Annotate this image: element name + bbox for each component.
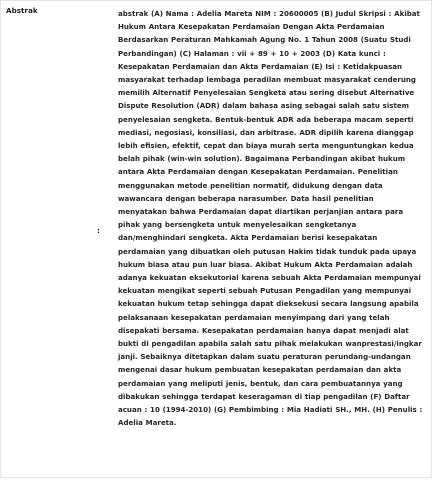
field-separator: : — [97, 226, 100, 235]
field-label-abstrak: Abstrak — [6, 6, 38, 15]
abstract-text — [118, 7, 425, 430]
abstract-paragraph: abstrak (A) Nama : Adelia Mareta NIM : 20600005 (B) Judul Skripsi : Akibat Hukum Antara Kesepakatan Perdamaian Dengan Akta Perdamaian Berdasarkan Peraturan Mahkamah Agung No. 1 Tahun 2008 (Suatu Studi Perbandingan) (C) Halaman : vii + 89 + 10 + 2003 (D) Kata kunci : Kesepakatan Perdamaian dan Akta Perdamaian (E) Isi : Ketidakpuasan masyarakat terhadap lembaga peradilan membuat masyarakat cenderung memilih Alternatif Penyelesaian Sengketa atau sering disebut Alternative Dispute Resolution (ADR) dalam bahasa asing sebagai salah satu sistem penyelesaian sengketa. Bentuk-bentuk ADR ada beberapa macam seperti mediasi, negosiasi, konsiliasi, dan arbitrase. ADR dipilih karena dianggap lebih efisien, efektif, cepat dan biaya murah serta menguntungkan kedua belah pihak (win-win solution). Bagaimana Perbandingan akibat hukum antara Akta Perdamaian dengan Kesepakatan Perdamaian. Penelitian menggunakan metode penelitian normatif, didukung dengan data wawancara dengan beberapa narasumber. Data hasil penelitian menyatakan bahwa Perdamaian dapat diartikan perjanjian antara para pihak yang bersengketa untuk menyelesaikan sengketanya dan/menghindari sengketa. Akta Perdamaian berisi kesepakatan perdamaian yang dibuatkan oleh putusan Hakim tidak tunduk pada upaya hukum biasa atau pun luar biasa. Akibat Hukum Akta Perdamaian adalah adanya kekuatan eksekutorial karena sebuah Akta Perdamaian mempunyai kekuatan mengikat seperti sebuah Putusan Pengadilan yang mempunyai kekuatan hukum tetap sehingga dapat dieksekusi secara langsung apabila pelaksanaan kesepakatan perdamaian menyimpang dari yang telah disepakati bersama. Kesepakatan perdamaian hanya dapat menjadi alat bukti di pengadilan apabila salah satu pihak melakukan wanprestasi/ingkar janji. Sebaiknya ditetapkan dalam suatu peraturan perundang-undangan mengenai dasar hukum pembuatan kesepakatan perdamaian dan akta perdamaian yang meliputi jenis, bentuk, dan cara pembuatannya yang dibakukan sehingga terdapat keseragaman di tiap pengadilan (F) Daftar acuan : 10 (1994-2010) (G) Pembimbing : Mia Hadiati SH., MH. (H) Penulis : Adelia Mareta. — [118, 9, 423, 428]
